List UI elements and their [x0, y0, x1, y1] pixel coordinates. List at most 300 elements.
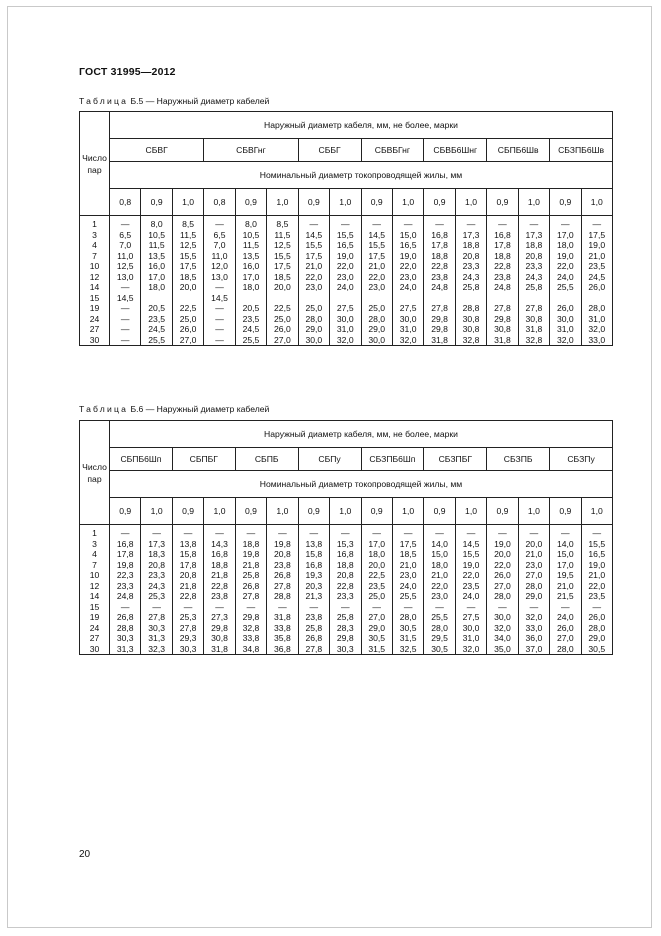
table-cell: 18,8: [211, 559, 228, 570]
sub-header-row: [80, 471, 613, 498]
table-cell: 31,0: [462, 633, 480, 643]
table-cell: 6,5: [119, 229, 132, 240]
table-cell: 27,0: [368, 612, 386, 622]
table-cell: 13,8: [305, 538, 323, 549]
value-column: [141, 216, 172, 346]
table-cell: —: [340, 219, 350, 229]
table-cell: 29,0: [588, 633, 606, 643]
value-column: [110, 216, 141, 346]
table-cell: 11,0: [117, 250, 134, 261]
table-cell: 26,0: [588, 282, 606, 292]
table-cell: 14,5: [368, 229, 386, 240]
pairs-value: 27: [89, 633, 100, 643]
diameter-header: 0,9: [298, 189, 329, 216]
diameter-header: 1,0: [330, 498, 361, 525]
table-cell: 25,5: [148, 334, 166, 345]
table-cell: 23,8: [494, 271, 511, 282]
table-cell: —: [120, 601, 130, 612]
table-cell: 19,0: [399, 250, 417, 261]
table-cell: 16,0: [242, 261, 260, 271]
table-cell: 30,0: [462, 622, 480, 633]
conductor-diameter-header: Номинальный диаметр токопроводящей жилы, мм: [110, 471, 613, 498]
diameter-header: 1,0: [518, 498, 549, 525]
table-cell: 30,0: [556, 313, 574, 324]
diameter-header: 1,0: [267, 498, 298, 525]
table-cell: 19,8: [274, 538, 291, 549]
table-cell: —: [120, 334, 130, 345]
table-cell: 25,5: [399, 591, 417, 601]
table-b5-caption: [79, 96, 269, 106]
table-cell: —: [592, 219, 602, 229]
table-cell: —: [498, 601, 507, 612]
diameter-header: 0,8: [204, 189, 235, 216]
table-cell: —: [435, 528, 444, 538]
value-column: [518, 216, 549, 346]
table-cell: 12,5: [274, 240, 291, 250]
table-cell: 23,3: [148, 570, 166, 580]
table-cell: 18,0: [242, 282, 260, 292]
diameter-header: 1,0: [172, 189, 203, 216]
table-cell: 16,8: [494, 229, 511, 240]
table-cell: 17,5: [305, 250, 323, 261]
corner-label: Число: [82, 152, 107, 163]
brand-header-row: [80, 139, 613, 162]
table-cell: 17,0: [148, 271, 166, 282]
brand-header: СБВБ6Шнг: [424, 139, 487, 162]
caption-text: Б.6 — Наружный диаметр кабелей: [128, 404, 270, 414]
table-cell: 24,0: [399, 580, 417, 591]
table-cell: 25,8: [336, 612, 354, 622]
table-cell: 22,5: [274, 303, 291, 313]
value-column: [550, 525, 581, 655]
table-cell: 20,3: [305, 580, 323, 591]
table-cell: 16,5: [588, 549, 606, 559]
pairs-value: 30: [89, 643, 100, 654]
pairs-value: 19: [89, 303, 100, 313]
brand-header: СБПу: [298, 448, 361, 471]
table-cell: 15,5: [588, 538, 606, 549]
brand-header: СББГ: [298, 139, 361, 162]
table-cell: —: [403, 219, 413, 229]
table-cell: 25,8: [462, 282, 480, 292]
pairs-value: 1: [92, 528, 97, 538]
table-cell: 19,0: [336, 250, 354, 261]
table-cell: 30,8: [462, 324, 480, 334]
conductor-diameter-header: Номинальный диаметр токопроводящей жилы, мм: [110, 162, 613, 189]
table-cell: —: [372, 601, 382, 612]
table-b5: [79, 111, 613, 346]
table-cell: 23,5: [148, 313, 166, 324]
table-cell: 19,8: [242, 549, 260, 559]
table-cell: 11,5: [274, 229, 291, 240]
table-cell: 24,3: [462, 271, 480, 282]
caption-word: Таблица: [79, 404, 129, 414]
table-cell: 24,0: [399, 282, 417, 292]
table-cell: 25,8: [305, 622, 323, 633]
table-cell: [236, 293, 266, 304]
table-cell: 22,3: [116, 570, 134, 580]
table-cell: 14,5: [305, 229, 323, 240]
table-cell: 18,5: [399, 549, 417, 559]
table-cell: —: [529, 219, 539, 229]
table-cell: 17,5: [399, 538, 417, 549]
table-cell: 16,0: [148, 261, 166, 271]
table-cell: 13,0: [211, 271, 228, 282]
table-cell: 23,5: [368, 580, 386, 591]
table-cell: 23,5: [242, 313, 260, 324]
pairs-value: 24: [89, 313, 100, 324]
table-cell: 22,8: [431, 261, 448, 271]
diameter-header: 0,9: [141, 189, 172, 216]
table-cell: 20,8: [462, 250, 480, 261]
table-cell: 15,5: [179, 250, 197, 261]
outer-diameter-header: Наружный диаметр кабеля, мм, не более, марки: [110, 421, 613, 448]
table-cell: —: [120, 303, 130, 313]
pairs-value: 7: [92, 250, 97, 261]
diameter-header: 0,9: [172, 498, 203, 525]
table-cell: 16,8: [116, 538, 134, 549]
table-cell: 7,0: [119, 240, 132, 250]
value-column: [235, 525, 266, 655]
pairs-value: 14: [89, 282, 100, 292]
table-cell: 27,5: [462, 612, 480, 622]
table-cell: 27,8: [274, 580, 291, 591]
table-cell: 27,8: [494, 303, 511, 313]
table-cell: 23,0: [336, 271, 354, 282]
value-column: [361, 216, 392, 346]
table-cell: 26,0: [494, 570, 511, 580]
table-cell: 16,8: [431, 229, 448, 240]
table-cell: 13,5: [242, 250, 260, 261]
table-cell: 30,0: [305, 334, 323, 345]
table-cell: 22,8: [336, 580, 354, 591]
table-cell: 29,8: [336, 633, 354, 643]
pairs-column: [80, 216, 110, 346]
diameter-header: 1,0: [204, 498, 235, 525]
pairs-column: [80, 525, 110, 655]
value-column: [424, 525, 455, 655]
table-cell: 30,5: [588, 643, 606, 654]
table-cell: 21,0: [368, 261, 386, 271]
table-cell: 30,5: [431, 643, 448, 654]
table-cell: 29,0: [305, 324, 323, 334]
table-cell: 22,0: [556, 261, 574, 271]
table-cell: 22,0: [336, 261, 354, 271]
table-cell: 17,5: [179, 261, 197, 271]
table-cell: [550, 293, 580, 304]
table-cell: 27,8: [431, 303, 448, 313]
table-cell: 32,3: [148, 643, 166, 654]
table-cell: 32,5: [399, 643, 417, 654]
table-cell: 28,0: [556, 643, 574, 654]
table-cell: 30,3: [116, 633, 134, 643]
table-cell: —: [403, 528, 413, 538]
value-column: [267, 216, 298, 346]
table-cell: 25,0: [368, 591, 386, 601]
table-cell: 13,5: [148, 250, 166, 261]
table-cell: 16,5: [336, 240, 354, 250]
table-cell: 32,0: [494, 622, 511, 633]
table-cell: 27,0: [525, 570, 543, 580]
table-cell: —: [340, 601, 350, 612]
table-cell: —: [152, 601, 161, 612]
table-cell: —: [215, 313, 224, 324]
brand-header: СБПБГ: [172, 448, 235, 471]
table-cell: —: [498, 219, 507, 229]
table-cell: 17,3: [462, 229, 480, 240]
pairs-value: 3: [92, 538, 97, 549]
table-cell: 32,8: [525, 334, 543, 345]
table-cell: 17,8: [431, 240, 448, 250]
table-cell: 20,0: [368, 559, 386, 570]
table-cell: 29,0: [525, 591, 543, 601]
table-cell: 16,8: [305, 559, 323, 570]
table-cell: 14,5: [116, 292, 134, 303]
table-cell: 29,8: [242, 612, 260, 622]
table-cell: 15,0: [399, 229, 417, 240]
table-cell: 24,8: [431, 282, 448, 292]
diameter-header: 1,0: [141, 498, 172, 525]
table-cell: 24,0: [336, 282, 354, 292]
table-cell: —: [372, 219, 382, 229]
brand-header: СБЗПБ6Шв: [550, 139, 613, 162]
table-cell: 10,5: [242, 229, 260, 240]
table-cell: [267, 293, 297, 304]
table-cell: 30,8: [462, 313, 480, 324]
table-cell: 20,0: [494, 549, 511, 559]
table-cell: 19,0: [462, 559, 480, 570]
table-cell: 35,0: [494, 643, 511, 654]
table-cell: 15,5: [462, 549, 480, 559]
table-cell: 22,8: [211, 580, 228, 591]
table-cell: —: [309, 528, 319, 538]
table-cell: 30,8: [525, 313, 543, 324]
value-column: [204, 216, 235, 346]
table-cell: —: [183, 528, 193, 538]
table-cell: 16,8: [211, 549, 228, 559]
table-cell: 35,8: [274, 633, 291, 643]
table-cell: 32,8: [462, 334, 480, 345]
table-cell: 22,0: [494, 559, 511, 570]
table-cell: 18,8: [494, 250, 511, 261]
table-cell: 17,3: [148, 538, 166, 549]
table-cell: [456, 293, 486, 304]
brand-header: СБЗПу: [550, 448, 613, 471]
table-cell: 22,5: [368, 570, 386, 580]
table-cell: 28,0: [588, 622, 606, 633]
table-cell: 21,0: [588, 570, 606, 580]
table-cell: 18,8: [242, 538, 260, 549]
table-cell: 11,5: [242, 240, 260, 250]
diameter-header: 0,8: [110, 189, 141, 216]
corner-label: Число: [82, 461, 107, 472]
table-cell: 21,0: [431, 570, 448, 580]
table-cell: 30,3: [336, 643, 354, 654]
brand-header: СБВГ: [110, 139, 204, 162]
table-cell: 23,8: [305, 612, 323, 622]
table-cell: 23,5: [462, 580, 480, 591]
table-cell: 25,5: [556, 282, 574, 292]
table-cell: 23,0: [399, 271, 417, 282]
table-cell: 25,8: [525, 282, 543, 292]
table-cell: 21,3: [305, 591, 323, 601]
table-cell: 28,0: [431, 622, 448, 633]
table-cell: 17,0: [242, 271, 260, 282]
table-cell: 28,8: [116, 622, 134, 633]
table-cell: 24,5: [148, 324, 166, 334]
table-cell: 15,5: [274, 250, 291, 261]
value-column: [455, 216, 486, 346]
table-cell: 27,5: [336, 303, 354, 313]
table-cell: 17,5: [274, 261, 291, 271]
table-cell: —: [466, 219, 476, 229]
table-cell: 20,5: [242, 303, 260, 313]
table-cell: 31,8: [494, 334, 511, 345]
table-cell: 19,0: [588, 240, 606, 250]
table-cell: 31,8: [431, 334, 448, 345]
diameter-header: 0,9: [487, 498, 518, 525]
value-column: [581, 216, 612, 346]
diameter-header: 1,0: [267, 189, 298, 216]
table-cell: [519, 293, 549, 304]
table-cell: 32,0: [462, 643, 480, 654]
table-b6: [79, 420, 613, 655]
table-cell: 12,5: [116, 261, 134, 271]
table-cell: 18,0: [431, 559, 448, 570]
value-column: [455, 525, 486, 655]
table-cell: —: [120, 219, 130, 229]
super-header-row: [80, 112, 613, 139]
table-cell: 26,0: [556, 303, 574, 313]
table-cell: 30,3: [179, 643, 197, 654]
table-cell: 18,0: [148, 282, 166, 292]
table-cell: 23,0: [431, 591, 448, 601]
table-cell: 27,0: [494, 580, 511, 591]
table-cell: 18,8: [336, 559, 354, 570]
table-cell: 29,0: [368, 622, 386, 633]
table-cell: [299, 293, 329, 304]
pairs-value: 30: [89, 334, 100, 345]
table-cell: 32,0: [399, 334, 417, 345]
value-column: [141, 525, 172, 655]
table-cell: [173, 293, 203, 304]
value-column: [330, 525, 361, 655]
value-column: [581, 525, 612, 655]
table-cell: 29,5: [431, 633, 448, 643]
table-cell: 23,0: [305, 282, 323, 292]
corner-label: пар: [87, 164, 102, 175]
sub-header-row: [80, 162, 613, 189]
table-row: [80, 525, 613, 655]
pairs-value: 7: [92, 559, 97, 570]
table-cell: 10,5: [148, 229, 166, 240]
table-cell: [362, 293, 392, 304]
table-cell: 28,0: [525, 580, 543, 591]
value-column: [172, 216, 203, 346]
table-cell: 23,5: [588, 591, 606, 601]
table-cell: 34,0: [494, 633, 511, 643]
table-cell: 23,8: [211, 591, 228, 601]
super-header-row: [80, 421, 613, 448]
table-cell: 12,0: [211, 261, 228, 271]
brand-header: СБПБ6Шп: [110, 448, 173, 471]
table-cell: 17,8: [179, 559, 197, 570]
brand-header: СБЗПБ: [487, 448, 550, 471]
table-cell: 30,0: [336, 313, 354, 324]
table-cell: 26,8: [116, 612, 134, 622]
table-cell: —: [466, 601, 476, 612]
table-cell: 22,5: [179, 303, 197, 313]
table-cell: 28,0: [305, 313, 323, 324]
value-column: [392, 525, 423, 655]
table-cell: 33,8: [242, 633, 260, 643]
table-cell: —: [498, 528, 507, 538]
table-cell: 15,3: [336, 538, 354, 549]
table-cell: 28,0: [494, 591, 511, 601]
diameter-header: 0,9: [110, 498, 141, 525]
table-cell: 30,0: [494, 612, 511, 622]
value-column: [487, 216, 518, 346]
diameter-header: 1,0: [581, 189, 612, 216]
table-cell: 20,0: [274, 282, 291, 292]
pairs-value: 12: [89, 271, 100, 282]
table-cell: [330, 293, 360, 304]
table-cell: 27,8: [242, 591, 260, 601]
value-column: [518, 525, 549, 655]
page-number: 20: [79, 849, 91, 860]
table-cell: 29,0: [368, 324, 386, 334]
table-cell: 17,0: [368, 538, 386, 549]
pairs-value: 12: [89, 580, 100, 591]
pairs-value: 4: [92, 240, 97, 250]
table-cell: 18,0: [368, 549, 386, 559]
table-cell: 15,0: [431, 549, 448, 559]
table-cell: 14,3: [211, 538, 228, 549]
value-column: [550, 216, 581, 346]
table-cell: 21,0: [399, 559, 417, 570]
table-cell: 31,0: [399, 324, 417, 334]
pairs-value: 19: [89, 612, 100, 622]
table-cell: —: [152, 528, 161, 538]
pairs-value: 3: [92, 229, 97, 240]
brand-header-row: [80, 448, 613, 471]
table-cell: 29,3: [179, 633, 197, 643]
table-cell: 27,3: [211, 612, 228, 622]
table-cell: 26,0: [179, 324, 197, 334]
table-cell: 27,0: [274, 334, 291, 345]
table-cell: 28,8: [462, 303, 480, 313]
table-cell: 33,0: [525, 622, 543, 633]
table-cell: 25,3: [179, 612, 197, 622]
diameter-header: 0,9: [550, 189, 581, 216]
table-cell: 29,8: [494, 313, 511, 324]
table-cell: 25,5: [242, 334, 260, 345]
pairs-value: 24: [89, 622, 100, 633]
table-cell: 28,0: [368, 313, 386, 324]
table-cell: 31,0: [336, 324, 354, 334]
brand-header: СБЗПБ6Шп: [361, 448, 424, 471]
table-cell: [393, 293, 423, 304]
table-cell: 32,8: [242, 622, 260, 633]
table-cell: 37,0: [525, 643, 543, 654]
table-cell: 20,8: [179, 570, 197, 580]
diameter-header: 0,9: [235, 189, 266, 216]
table-cell: 24,8: [494, 282, 511, 292]
table-cell: 17,0: [556, 559, 574, 570]
table-cell: 30,5: [368, 633, 386, 643]
table-cell: 28,8: [274, 591, 291, 601]
pairs-value: 27: [89, 324, 100, 334]
